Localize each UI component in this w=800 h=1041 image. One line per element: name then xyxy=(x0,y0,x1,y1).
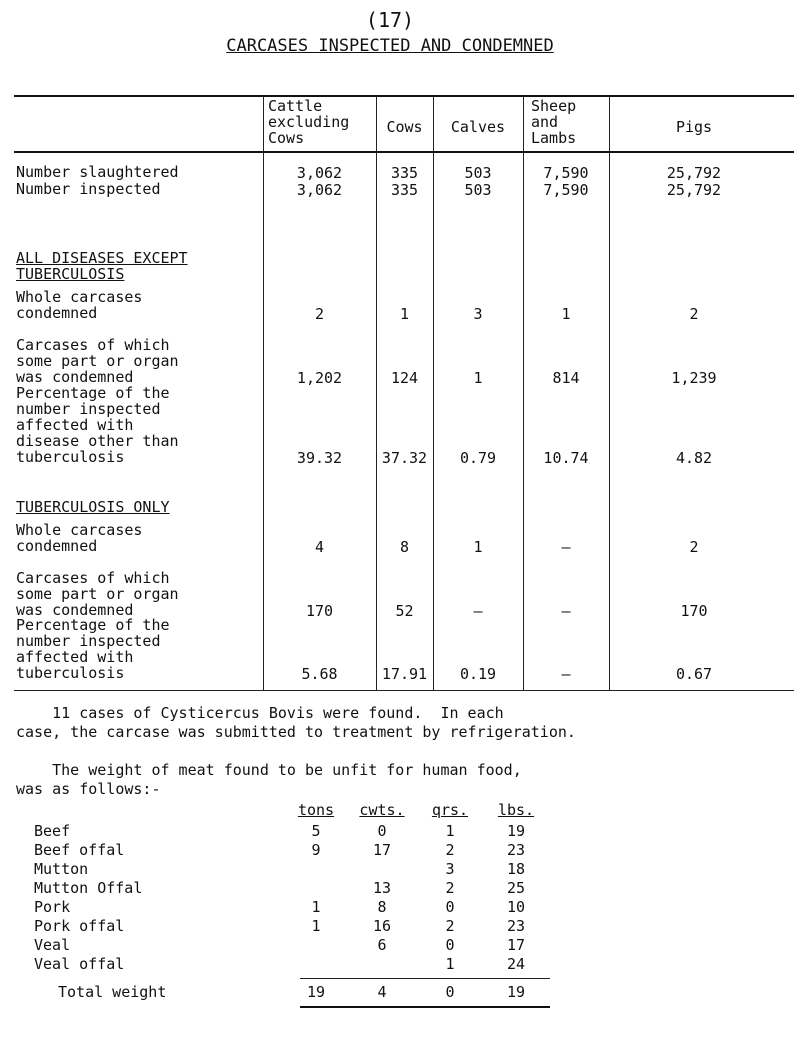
weight-value: 1 xyxy=(311,917,321,935)
row-label: Whole carcases condemned xyxy=(16,288,143,322)
page-title: CARCASES INSPECTED AND CONDEMNED xyxy=(226,36,554,56)
weight-value: 24 xyxy=(506,955,526,973)
section-title-tuberculosis: TUBERCULOSIS ONLY xyxy=(16,498,170,516)
cysticercus-note: 11 cases of Cysticercus Bovis were found. In each case, the carcase was submitted to treatment by refrigeration. xyxy=(16,704,576,741)
total-label: Total weight xyxy=(58,983,167,1001)
weight-value: 18 xyxy=(506,860,526,878)
cell-value: – xyxy=(561,665,571,683)
total-value: 19 xyxy=(306,983,326,1001)
row-label: Carcases of which some part or organ was condemned xyxy=(16,569,179,619)
weight-value: 23 xyxy=(506,917,526,935)
row-label: Percentage of the number inspected affected with disease other than tuberculosis xyxy=(16,384,179,466)
weight-value: 16 xyxy=(372,917,392,935)
weight-value: 2 xyxy=(445,879,455,897)
header-calves: Calves xyxy=(450,118,506,136)
cell-value: 3,062 xyxy=(296,181,343,199)
weight-item: Pork offal xyxy=(34,917,125,935)
weight-value: 0 xyxy=(377,822,387,840)
row-label: Number slaughtered xyxy=(16,163,179,181)
weight-value: 8 xyxy=(377,898,387,916)
cell-value: 7,590 xyxy=(543,181,589,199)
weight-item: Mutton Offal xyxy=(34,879,143,897)
cell-value: 17.91 xyxy=(381,665,428,683)
row-label: Whole carcases condemned xyxy=(16,521,143,555)
header-sheep: Sheep and Lambs xyxy=(531,97,577,147)
cell-value: 335 xyxy=(390,164,419,182)
cell-value: 5.68 xyxy=(301,665,338,683)
cell-value: 3,062 xyxy=(296,164,343,182)
cell-value: 2 xyxy=(314,305,325,323)
weight-header: tons xyxy=(297,801,335,819)
weight-header: cwts. xyxy=(359,801,405,819)
total-value: 0 xyxy=(445,983,455,1001)
total-value: 4 xyxy=(377,983,387,1001)
cell-value: 2 xyxy=(689,305,699,323)
table-bottom-rule xyxy=(14,690,794,691)
weight-item: Pork xyxy=(34,898,71,916)
header-cows: Cows xyxy=(386,118,423,136)
cell-value: 2 xyxy=(689,538,699,556)
weight-value: 1 xyxy=(311,898,321,916)
weight-value: 17 xyxy=(506,936,526,954)
cell-value: 503 xyxy=(464,164,492,182)
cell-value: 10.74 xyxy=(543,449,589,467)
page-number: (17) xyxy=(365,8,415,32)
weight-value: 10 xyxy=(506,898,526,916)
cell-value: 335 xyxy=(390,181,419,199)
weight-value: 5 xyxy=(311,822,321,840)
cell-value: 124 xyxy=(390,369,419,387)
cell-value: 52 xyxy=(395,602,414,620)
weight-value: 9 xyxy=(311,841,321,859)
total-rule xyxy=(300,978,550,979)
cell-value: 170 xyxy=(305,602,334,620)
weight-item: Beef xyxy=(34,822,71,840)
weight-value: 6 xyxy=(377,936,387,954)
weight-value: 17 xyxy=(372,841,392,859)
weight-value: 1 xyxy=(445,822,455,840)
cell-value: 3 xyxy=(473,305,483,323)
weight-intro: The weight of meat found to be unfit for human food, was as follows:- xyxy=(16,761,522,798)
weight-value: 1 xyxy=(445,955,455,973)
cell-value: 0.19 xyxy=(459,665,497,683)
cell-value: 4.82 xyxy=(675,449,713,467)
cell-value: 814 xyxy=(552,369,580,387)
row-label: Carcases of which some part or organ was condemned xyxy=(16,336,179,386)
table-header-rule xyxy=(14,151,794,153)
weight-item: Veal xyxy=(34,936,71,954)
cell-value: 37.32 xyxy=(381,449,428,467)
section-title-all-diseases: ALL DISEASES EXCEPT TUBERCULOSIS xyxy=(16,249,188,283)
weight-value: 23 xyxy=(506,841,526,859)
row-label: Percentage of the number inspected affected with tuberculosis xyxy=(16,616,170,682)
weight-item: Veal offal xyxy=(34,955,125,973)
cell-value: 1,239 xyxy=(671,369,717,387)
weight-value: 0 xyxy=(445,936,455,954)
cell-value: 25,792 xyxy=(666,181,722,199)
total-double-rule xyxy=(300,1006,550,1008)
cell-value: 503 xyxy=(464,181,492,199)
cell-value: 170 xyxy=(680,602,708,620)
weight-value: 2 xyxy=(445,917,455,935)
cell-value: 25,792 xyxy=(666,164,722,182)
weight-item: Beef offal xyxy=(34,841,125,859)
header-pigs: Pigs xyxy=(675,118,713,136)
header-cattle: Cattle excluding Cows xyxy=(268,97,350,147)
row-label: Number inspected xyxy=(16,180,161,198)
cell-value: 4 xyxy=(314,538,325,556)
cell-value: 39.32 xyxy=(296,449,343,467)
weight-value: 19 xyxy=(506,822,526,840)
cell-value: 0.79 xyxy=(459,449,497,467)
cell-value: – xyxy=(473,602,483,620)
total-value: 19 xyxy=(506,983,526,1001)
cell-value: 0.67 xyxy=(675,665,713,683)
weight-value: 25 xyxy=(506,879,526,897)
cell-value: 8 xyxy=(399,538,410,556)
cell-value: 1 xyxy=(473,369,483,387)
weight-value: 2 xyxy=(445,841,455,859)
cell-value: 1 xyxy=(473,538,483,556)
cell-value: 7,590 xyxy=(543,164,589,182)
weight-item: Mutton xyxy=(34,860,89,878)
weight-value: 13 xyxy=(372,879,392,897)
cell-value: 1,202 xyxy=(296,369,343,387)
weight-value: 3 xyxy=(445,860,455,878)
cell-value: – xyxy=(561,602,571,620)
cell-value: – xyxy=(561,538,571,556)
weight-header: qrs. xyxy=(431,801,469,819)
cell-value: 1 xyxy=(561,305,571,323)
weight-value: 0 xyxy=(445,898,455,916)
weight-header: lbs. xyxy=(497,801,535,819)
cell-value: 1 xyxy=(399,305,410,323)
table-top-rule xyxy=(14,95,794,97)
